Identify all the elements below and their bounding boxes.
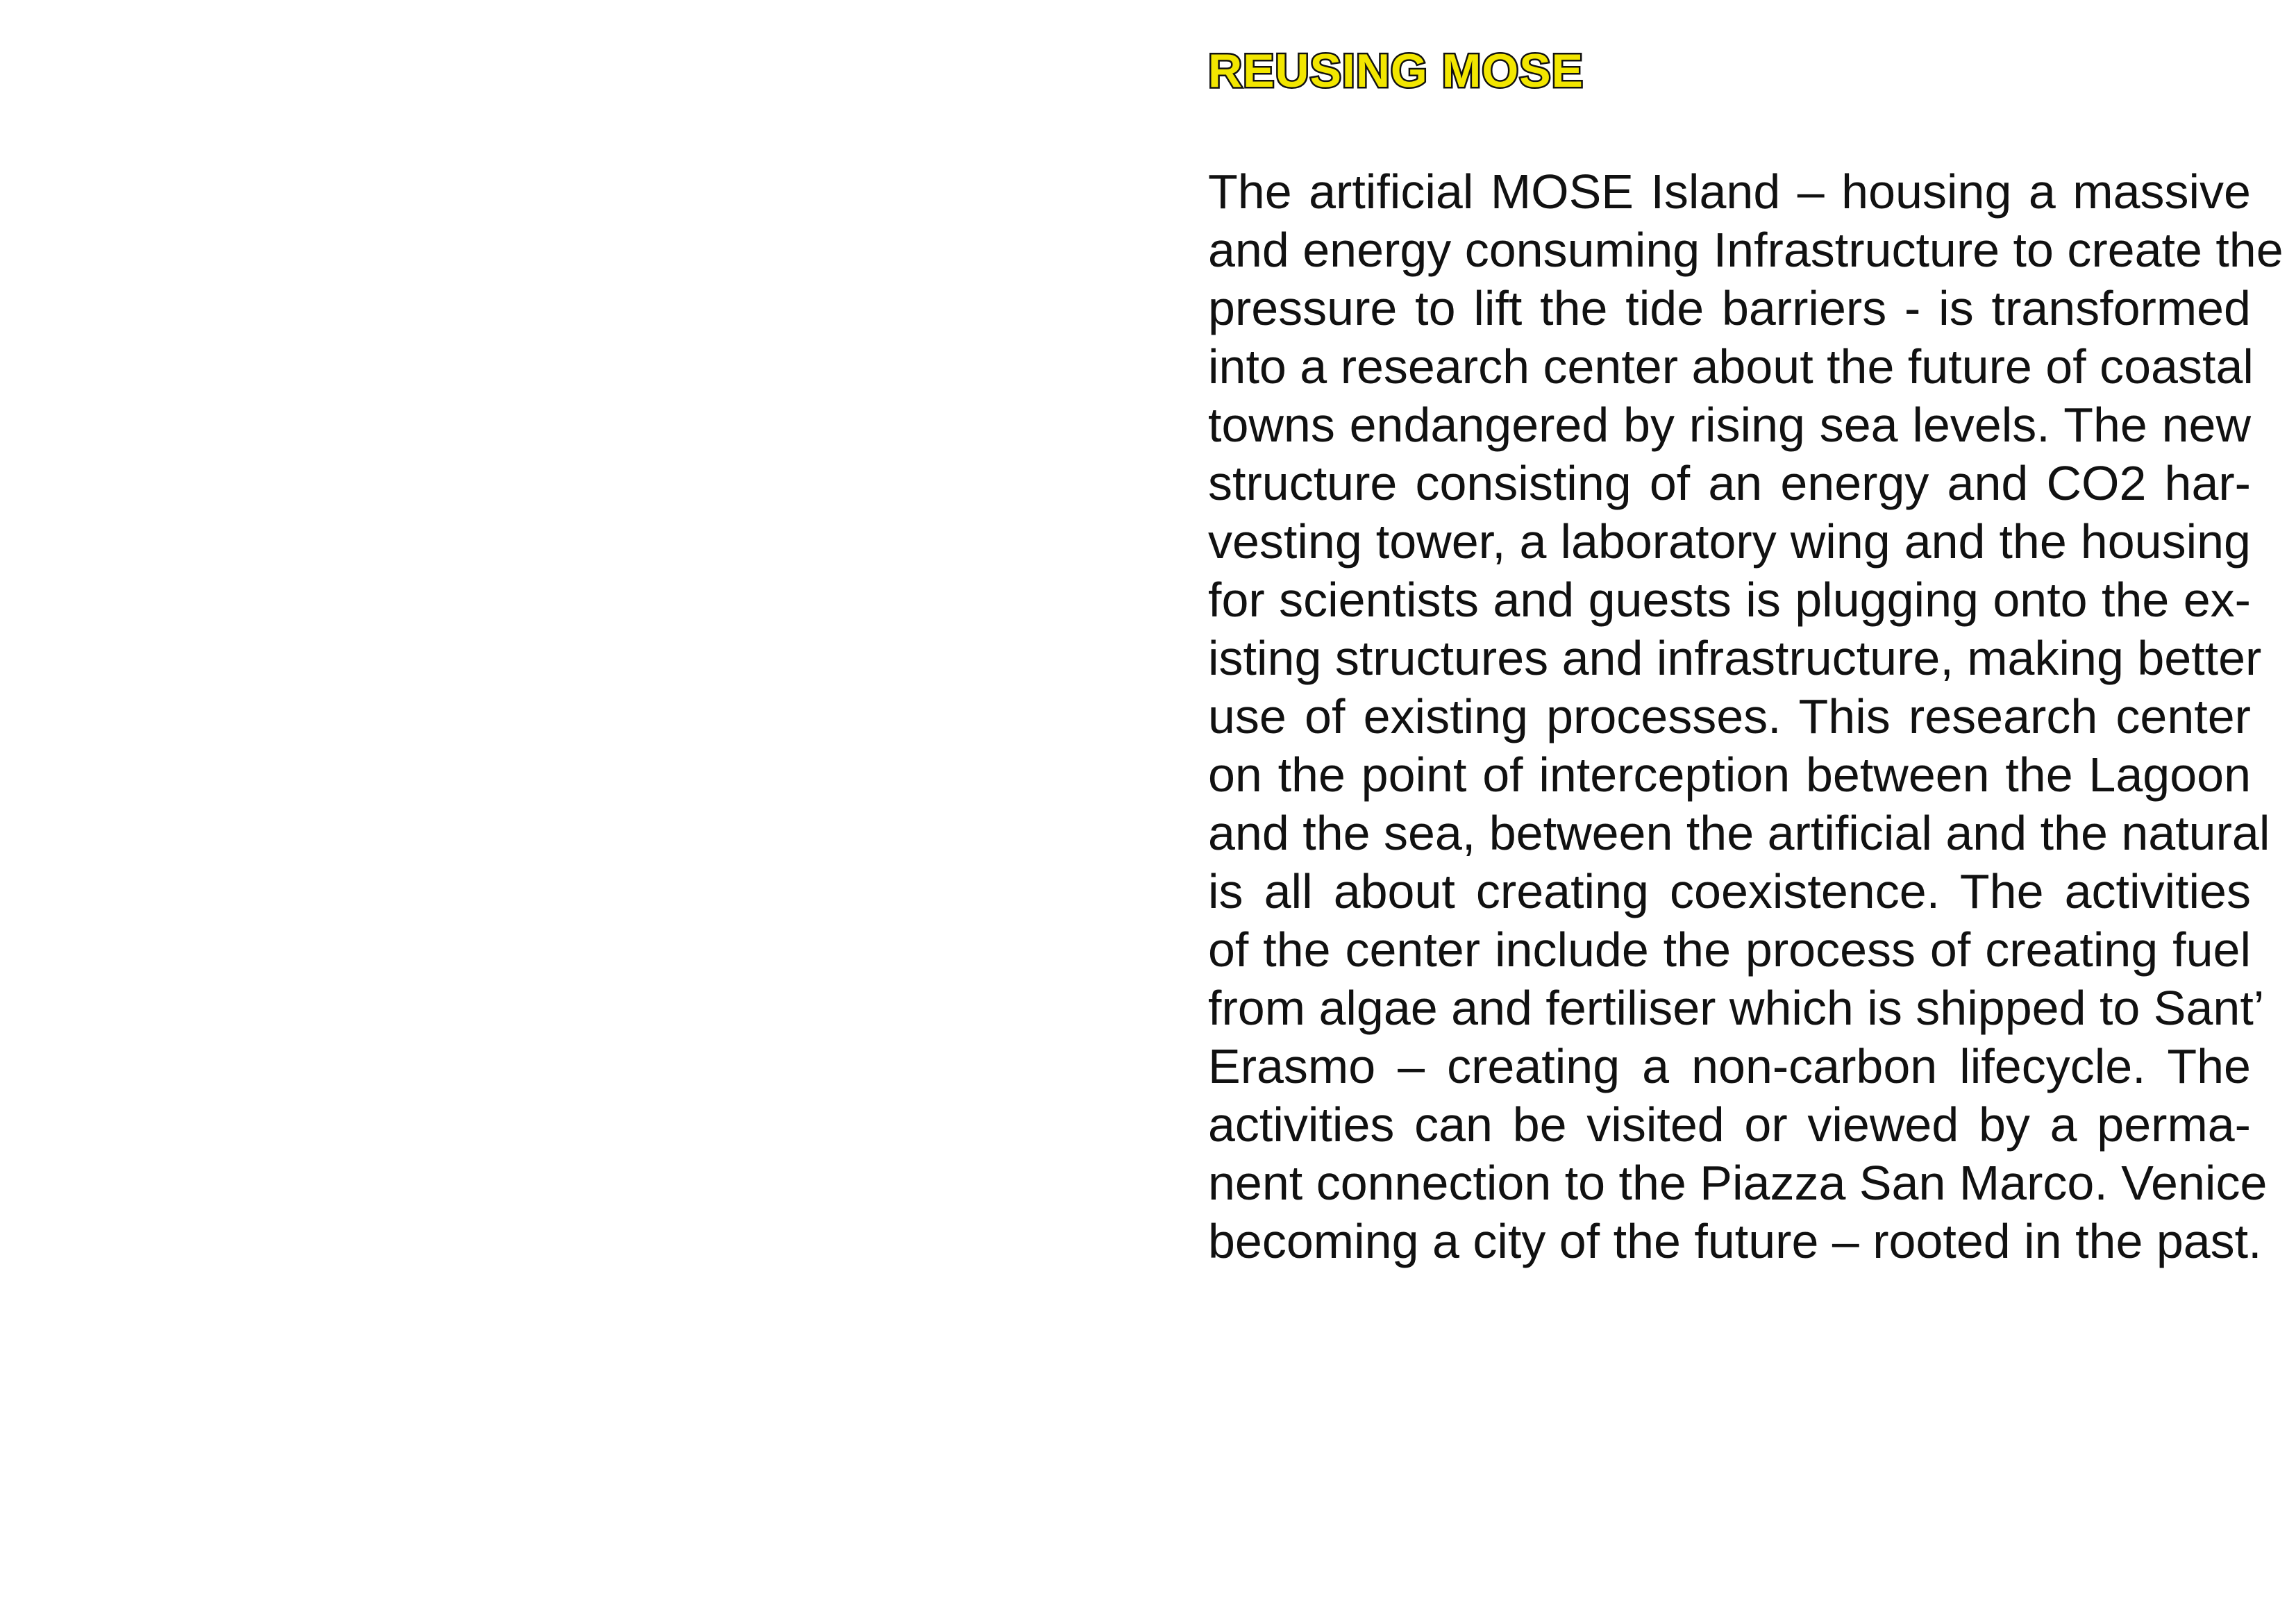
body-line: for scientists and guests is plugging onto the ex- xyxy=(1208,573,2251,627)
body-line: and energy consuming Infrastructure to create the xyxy=(1208,223,2284,277)
section-heading: REUSING MOSE xyxy=(1208,44,1584,97)
body-line: activities can be visited or viewed by a perma- xyxy=(1208,1098,2251,1152)
body-paragraph xyxy=(1208,162,2284,1270)
body-line: isting structures and infrastructure, making better xyxy=(1208,631,2262,685)
body-line: into a research center about the future of coastal xyxy=(1208,339,2254,394)
body-line: structure consisting of an energy and CO2 har- xyxy=(1208,456,2251,510)
body-line: pressure to lift the tide barriers - is transformed xyxy=(1208,281,2251,335)
body-line: is all about creating coexistence. The activities xyxy=(1208,864,2251,918)
body-line: vesting tower, a laboratory wing and the housing xyxy=(1208,514,2251,569)
body-line: Erasmo – creating a non-carbon lifecycle. The xyxy=(1208,1039,2251,1093)
body-line: of the center include the process of creating fuel xyxy=(1208,923,2251,977)
body-line: from algae and fertiliser which is shipped to Sant’ xyxy=(1208,981,2265,1035)
body-line: nent connection to the Piazza San Marco. Venice xyxy=(1208,1156,2268,1210)
body-line: use of existing processes. This research center xyxy=(1208,689,2251,743)
body-line: on the point of interception between the Lagoon xyxy=(1208,748,2251,802)
body-line: The artificial MOSE Island – housing a massive xyxy=(1208,165,2251,219)
body-line: towns endangered by rising sea levels. The new xyxy=(1208,398,2251,452)
body-line: becoming a city of the future – rooted in the past. xyxy=(1208,1214,2262,1268)
body-line: and the sea, between the artificial and the natural xyxy=(1208,806,2270,860)
